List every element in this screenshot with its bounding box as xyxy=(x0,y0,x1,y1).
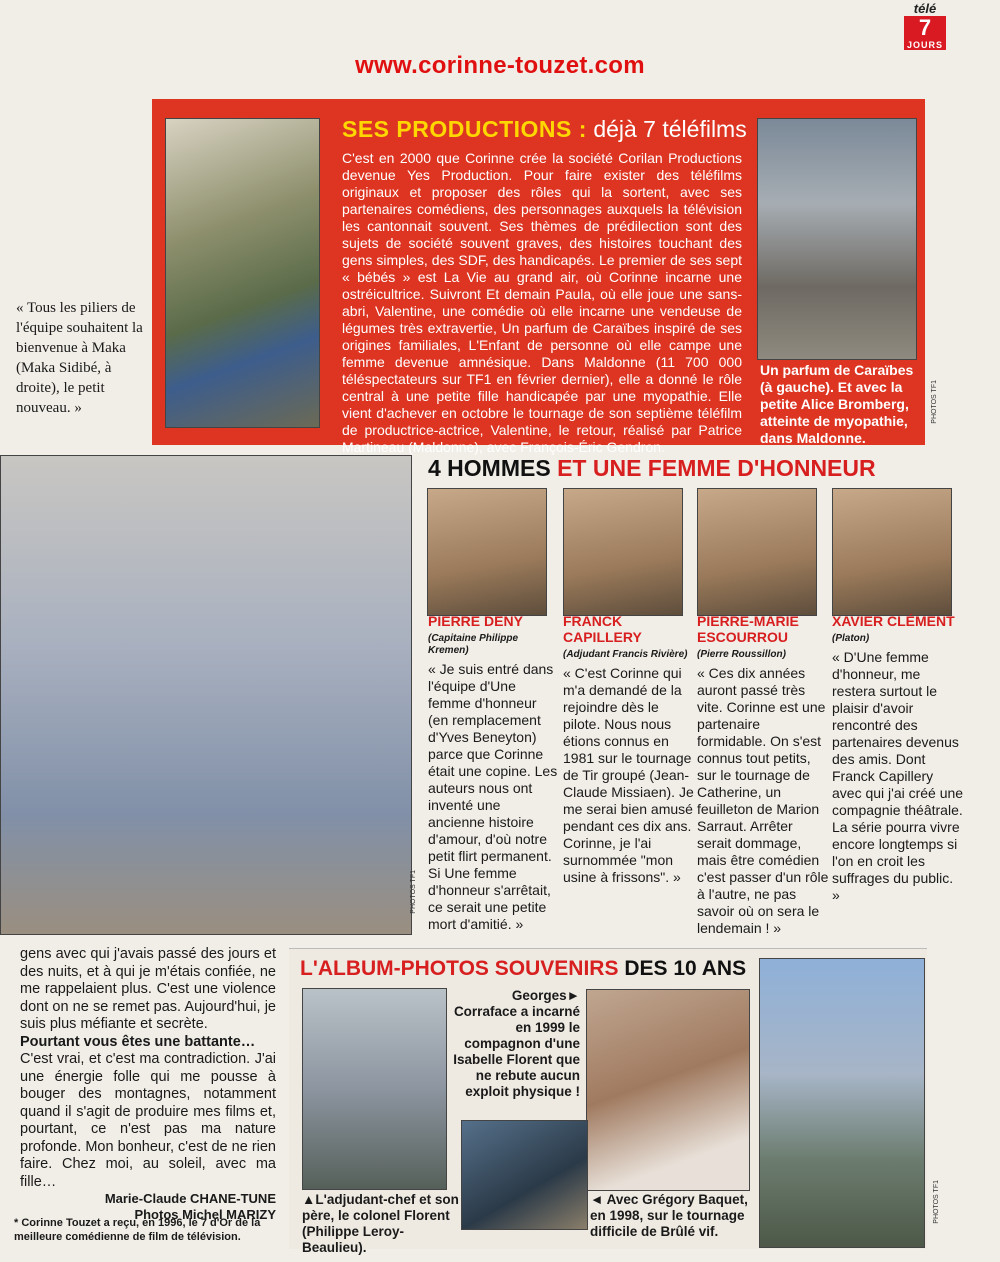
side-quote: « Tous les piliers de l'équipe souhaitent la bienvenue à Maka (Maka Sidibé, à droite), le petit nouveau. » xyxy=(16,300,143,416)
site-url[interactable]: www.corinne-touzet.com xyxy=(355,52,645,79)
actor-quote: « D'Une femme d'honneur, me restera surtout le plaisir d'avoir rencontré des partenaires devenus des amis. Dont Franck Capillery avec qui j'ai créé une compagnie théâtrale. La série pourra vivre encore longtemps si l'on en croit les suffrages du public. » xyxy=(832,649,964,903)
byline-photos: Photos Michel MARIZY xyxy=(134,1207,276,1222)
article-para1: gens avec qui j'avais passé des jours et des nuits, et à qui je m'étais confiée, ne me rappelaient plus. C'est une violence dont on ne se remet pas. Aujourd'hui, je suis plus méfiante et secrète. xyxy=(20,946,276,1032)
portrait-franck-capillery xyxy=(563,488,683,616)
portrait-pierre-marie-escourrou xyxy=(697,488,817,616)
productions-caption: Un parfum de Caraïbes (à gauche). Et avec la petite Alice Bromberg, atteinte de myopathie, dans Maldonne. xyxy=(760,362,914,446)
article-para2: C'est vrai, et c'est ma contradiction. J'ai une énergie folle qui me pousse à bouger des montagnes, notamment quand il s'agit de produire mes films et, pourtant, ce n'est pas ma nature profonde. Mon bonheur, c'est de ne rien faire. Chez moi, au soleil, avec ma fille… xyxy=(20,1051,276,1190)
actor-column xyxy=(832,613,964,904)
portrait-pierre-deny xyxy=(427,488,547,616)
actor-quote: « Je suis entré dans l'équipe d'Une femme d'honneur (en remplacement d'Yves Beneyton) parce que Corinne était une copine. Les auteurs nous ont inventé une ancienne histoire d'amour, d'où notre petit flirt permanent. Si Une femme d'honneur s'arrêtait, ce serait une petite mort d'amitié. » xyxy=(428,661,558,932)
caption-gregory: ◄ Avec Grégory Baquet, en 1998, sur le tournage difficile de Brûlé vif. xyxy=(590,1192,748,1239)
photo-credit: PHOTOS TF1 xyxy=(410,870,417,914)
hommes-title-black: 4 HOMMES xyxy=(428,455,551,481)
photo-gregory-baquet xyxy=(461,1120,588,1230)
photo-cast-group xyxy=(0,455,412,935)
photo-credit: PHOTOS TF1 xyxy=(931,380,938,424)
album-title xyxy=(300,957,746,981)
actor-role: (Capitaine Philippe Kremen) xyxy=(428,633,519,656)
actor-quote: « Ces dix années auront passé très vite. Corinne est une partenaire formidable. On s'est connus tout petits, sur le tournage de Catherine, un feuilleton de Marion Sarraut. Arrêter serait dommage, mais être comédien c'est passer d'un rôle à l'autre, ne pas savoir où on sera le lendemain ! » xyxy=(697,665,829,936)
photo-georges-corraface xyxy=(586,989,750,1191)
logo-tele: télé xyxy=(913,1,937,16)
byline-author: Marie-Claude CHANE-TUNE xyxy=(104,1191,276,1206)
tele7jours-logo xyxy=(904,2,946,50)
logo-jours: JOURS xyxy=(904,40,946,50)
photo-adjudant-chef xyxy=(302,988,447,1190)
actor-column xyxy=(697,613,829,937)
hommes-title-red: ET UNE FEMME D'HONNEUR xyxy=(557,455,876,481)
footnote: * Corinne Touzet a reçu, en 1996, le 7 d'Or de la meilleure comédienne de film de télévision. xyxy=(14,1217,261,1243)
productions-title xyxy=(342,116,747,143)
album-title-red: L'ALBUM-PHOTOS SOUVENIRS xyxy=(300,957,619,980)
logo-number: 7 xyxy=(904,16,946,40)
actor-name: FRANCK CAPILLERY xyxy=(563,613,642,645)
productions-title-bold: SES PRODUCTIONS : xyxy=(342,116,587,142)
caption-adjudant: ▲L'adjudant-chef et son père, le colonel Florent (Philippe Leroy-Beaulieu). xyxy=(302,1192,459,1255)
portrait-xavier-clement xyxy=(832,488,952,616)
photo-parfum-de-caraibes xyxy=(165,118,320,428)
article-question: Pourtant vous êtes une battante… xyxy=(20,1033,256,1050)
actor-role: (Platon) xyxy=(832,633,870,644)
album-title-black: DES 10 ANS xyxy=(624,957,747,980)
hommes-title xyxy=(428,455,876,482)
productions-title-rest: déjà 7 téléfilms xyxy=(593,116,747,142)
actor-name: PIERRE-MARIE ESCOURROU xyxy=(697,613,799,645)
actor-role: (Adjudant Francis Rivière) xyxy=(563,649,688,660)
actor-column xyxy=(428,613,560,933)
article-body xyxy=(20,946,276,1223)
actor-name: XAVIER CLÉMENT xyxy=(832,613,955,629)
productions-text: C'est en 2000 que Corinne crée la société Corilan Productions devenue Yes Production. Pour faire exister des téléfilms originaux et proposer des rôles qui la sortent, avec ses partenaires comédiens, des personnages auxquels la télévision les cantonnait souvent. Ses thèmes de prédilection sont des sujets de société souvent graves, des histoires touchant des gens simples, des SDF, des handicapés. Le premier de ses sept « bébés » est La Vie au grand air, où Corinne incarne une ostréicultrice. Suivront Et demain Paula, où elle joue une sans-abri, Valentine, une comédie où elle incarne une vendeuse de légumes très extravertie, Un parfum de Caraïbes inspiré de ses origines familiales, L'Enfant de personne où elle campe une femme devenue amnésique. Dans Maldonne (11 700 000 téléspectateurs sur TF1 en février dernier), elle a donné le rôle central à une petite fille handicapée par une myopathie. Elle vient d'achever en octobre le tournage de son septième téléfilm de productrice-actrice, Valentine, le retour, réalisé par Patrice Martineau (Maldonne), avec François-Éric Gendron. xyxy=(342,150,742,455)
photo-climbing xyxy=(759,958,925,1248)
photo-maldonne xyxy=(757,118,917,360)
actor-name: PIERRE DENY xyxy=(428,613,523,629)
actor-column xyxy=(563,613,695,886)
actor-role: (Pierre Roussillon) xyxy=(697,649,786,660)
photo-credit: PHOTOS TF1 xyxy=(933,1180,940,1224)
actor-quote: « C'est Corinne qui m'a demandé de la rejoindre dès le pilote. Nous nous étions connus en 1981 sur le tournage de Tir groupé (Jean-Claude Missiaen). Je me serai bien amusé pendant ces dix ans. Corinne, je l'ai surnommée "mon usine à frissons". » xyxy=(563,665,694,885)
caption-georges: Georges► Corraface a incarné en 1999 le compagnon d'une Isabelle Florent que ne rebute aucun exploit physique ! xyxy=(453,988,580,1099)
